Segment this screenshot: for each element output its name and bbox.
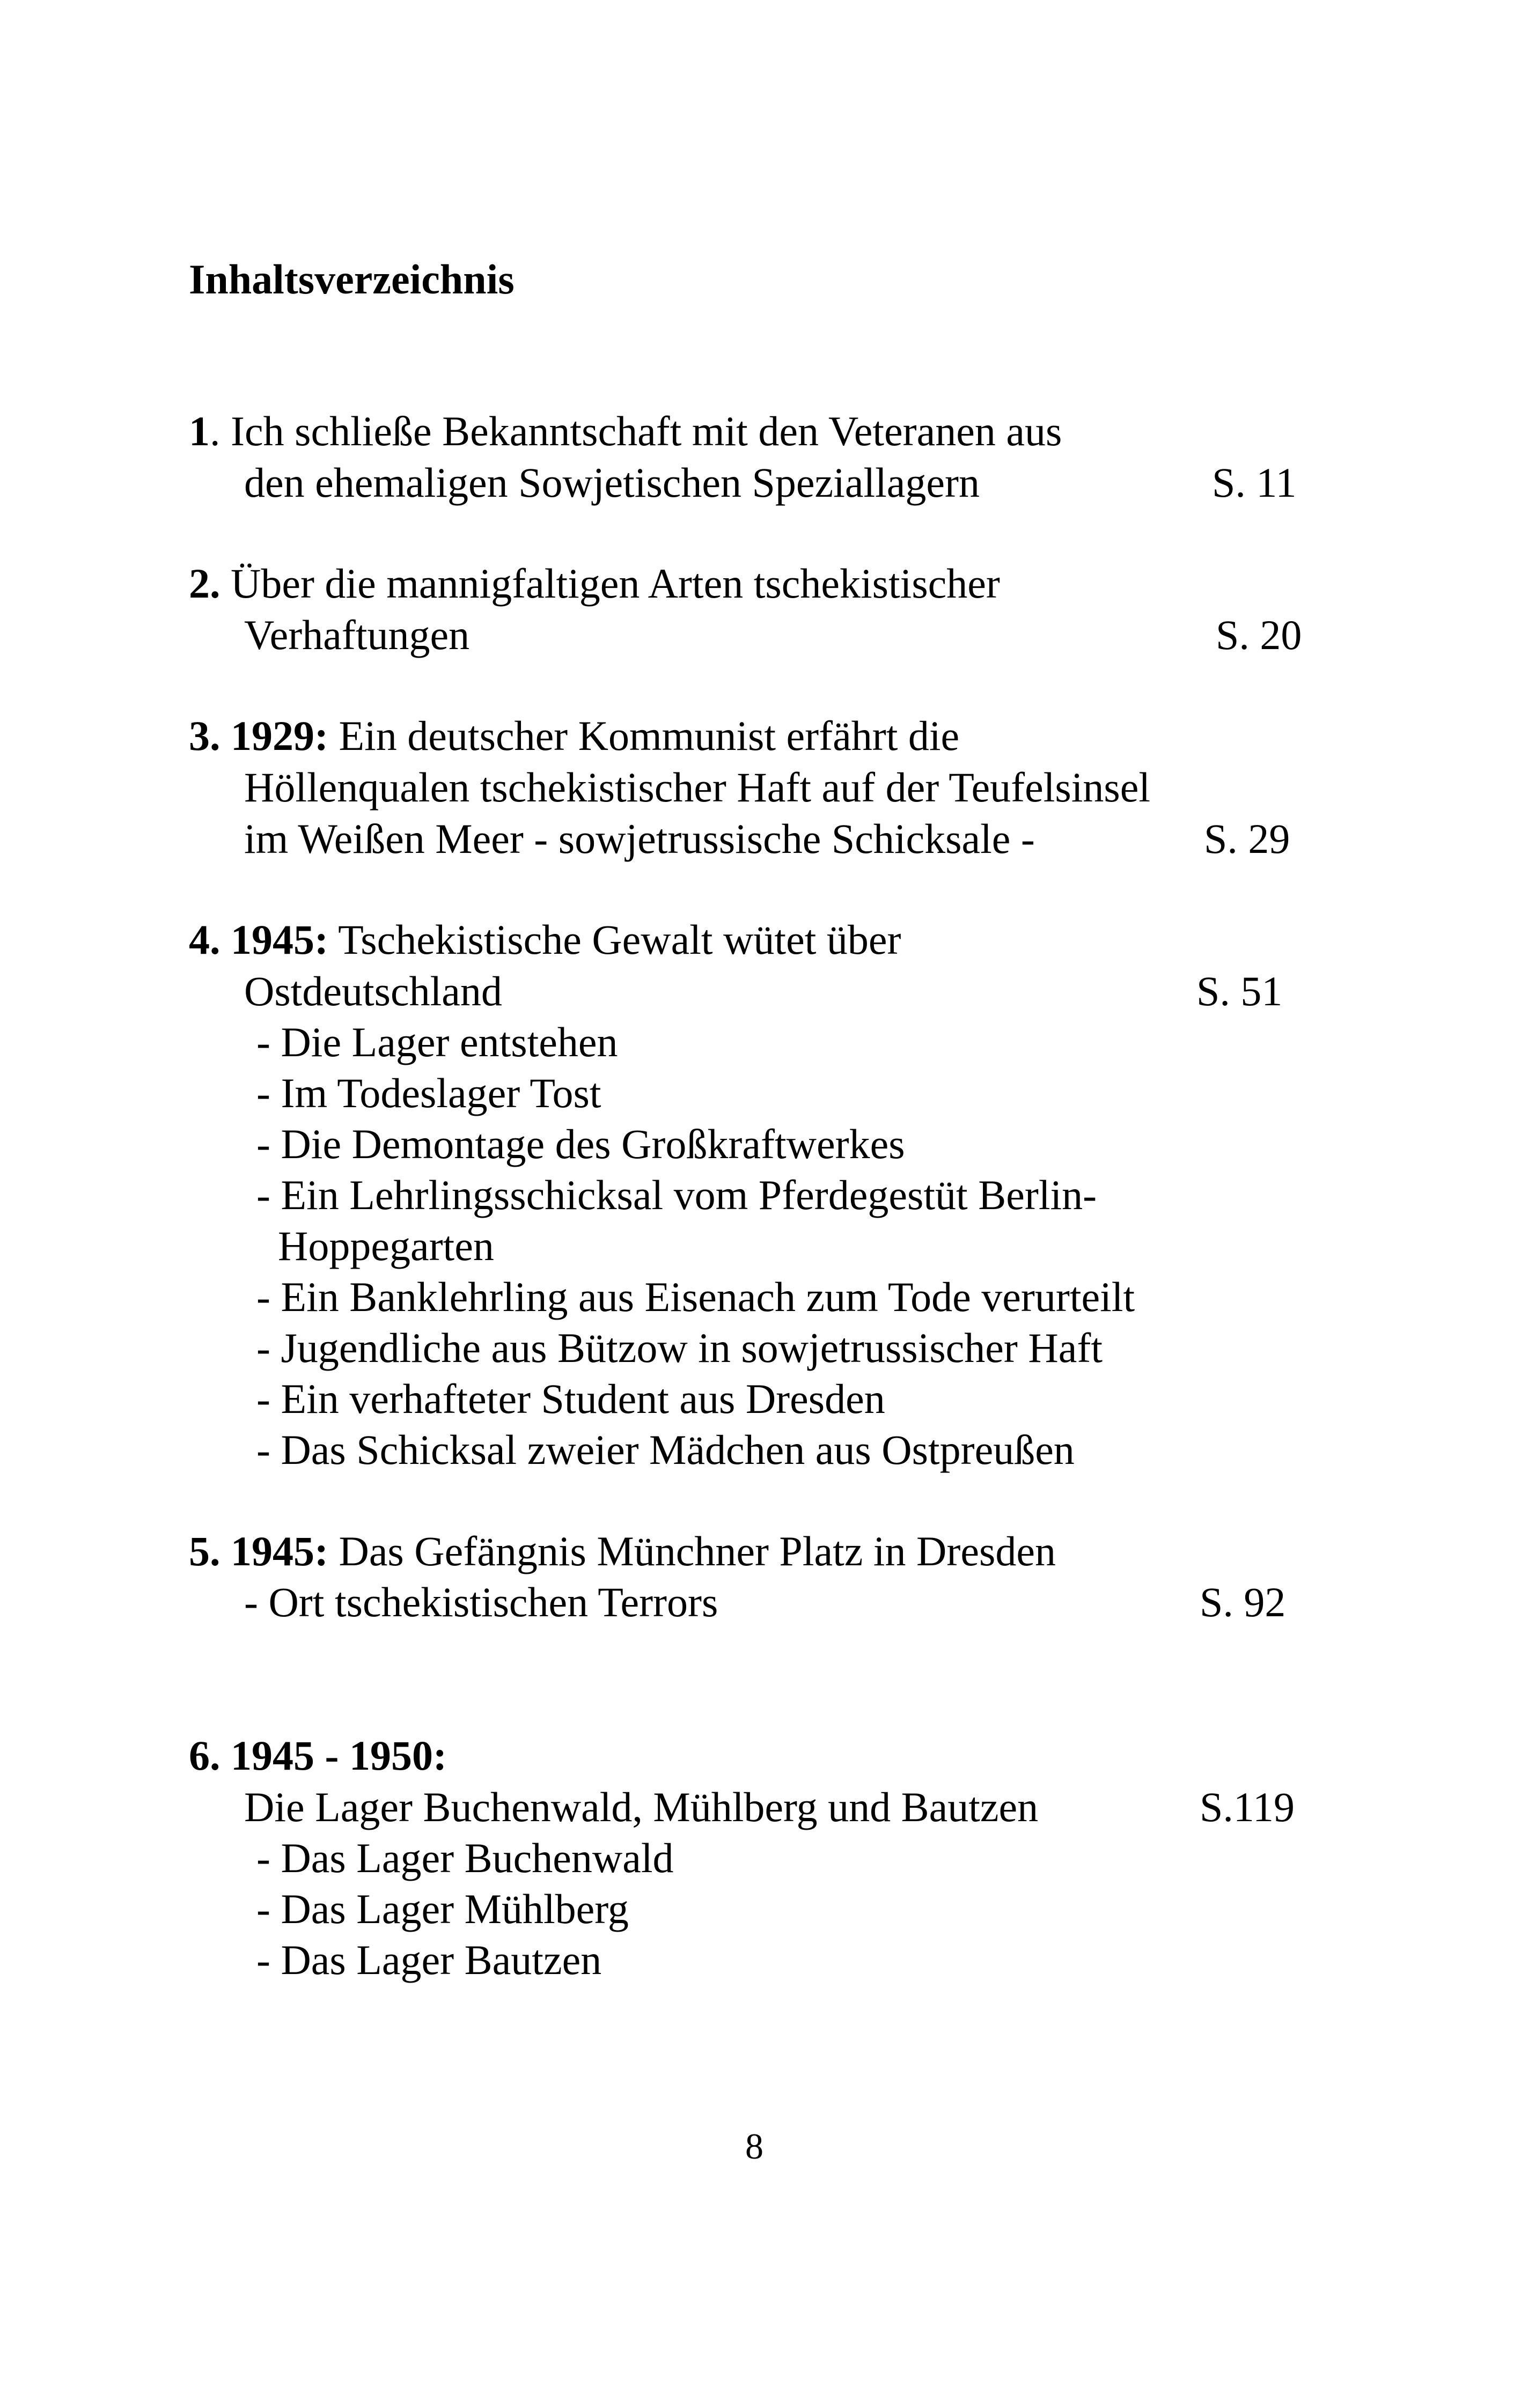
page-number: 8 — [745, 2126, 763, 2167]
toc-entry-5-page: S. 92 — [1200, 1579, 1286, 1625]
toc-entry-6-number: 6. 1945 - 1950: — [189, 1732, 447, 1779]
toc-entry-2-number: 2. — [189, 560, 221, 607]
toc-entry-4-subitem: Hoppegarten — [278, 1223, 494, 1269]
toc-entry-6-title: Die Lager Buchenwald, Mühlberg und Bautzen — [244, 1784, 1039, 1830]
toc-entry-1-line-1 — [189, 410, 1062, 452]
toc-heading: Inhaltsverzeichnis — [189, 256, 515, 303]
toc-entry-4-subitem: - Im Todeslager Tost — [256, 1070, 601, 1116]
toc-entry-2-page: S. 20 — [1216, 612, 1302, 658]
toc-entry-3-title: Ein deutscher Kommunist erfährt die — [328, 712, 960, 759]
toc-entry-1-page: S. 11 — [1212, 459, 1297, 506]
toc-entry-4-line-1 — [189, 916, 901, 963]
toc-entry-6-subitem: - Das Lager Buchenwald — [256, 1835, 674, 1881]
toc-entry-4-subitem: - Ein Banklehrling aus Eisenach zum Tode verurteilt — [256, 1273, 1135, 1320]
toc-entry-6-subitem: - Das Lager Mühlberg — [256, 1886, 629, 1932]
toc-entry-1-number: 1 — [189, 408, 210, 454]
toc-entry-3-line-2: Höllenqualen tschekistischer Haft auf der Teufelsinsel — [244, 764, 1151, 811]
toc-entry-2-line-2: Verhaftungen — [244, 612, 470, 658]
toc-entry-4-line-2: Ostdeutschland — [244, 968, 502, 1014]
toc-entry-3-number: 3. 1929: — [189, 712, 328, 759]
toc-entry-4-subitem: - Die Demontage des Großkraftwerkes — [256, 1121, 905, 1167]
toc-entry-1-line-2: den ehemaligen Sowjetischen Speziallagern — [244, 459, 980, 506]
toc-entry-3-line-1 — [189, 712, 960, 759]
toc-entry-3-page: S. 29 — [1204, 815, 1290, 862]
toc-entry-4-number: 4. 1945: — [189, 916, 328, 963]
toc-entry-6-subitem: - Das Lager Bautzen — [256, 1936, 602, 1983]
toc-entry-4-subitem: - Jugendliche aus Bützow in sowjetrussischer Haft — [256, 1324, 1103, 1371]
toc-entry-4-title: Tschekistische Gewalt wütet über — [328, 916, 901, 963]
toc-entry-2-line-1 — [189, 560, 1000, 607]
toc-entry-1-title: . Ich schließe Bekanntschaft mit den Veteranen aus — [210, 408, 1062, 454]
toc-entry-2-title: Über die mannigfaltigen Arten tschekistischer — [220, 560, 1000, 607]
toc-entry-4-subitem: - Das Schicksal zweier Mädchen aus Ostpreußen — [256, 1426, 1075, 1473]
toc-entry-5-title: Das Gefängnis Münchner Platz in Dresden — [328, 1528, 1056, 1574]
toc-entry-4-subitem: - Die Lager entstehen — [256, 1019, 618, 1065]
toc-entry-3-line-3: im Weißen Meer - sowjetrussische Schicksale - — [244, 815, 1035, 862]
toc-entry-6-page: S.119 — [1200, 1784, 1295, 1830]
toc-entry-4-page: S. 51 — [1196, 968, 1283, 1014]
toc-entry-5-number: 5. 1945: — [189, 1528, 328, 1574]
toc-entry-4-subitem: - Ein Lehrlingsschicksal vom Pferdegestüt Berlin- — [256, 1172, 1097, 1218]
toc-entry-5-line-2: - Ort tschekistischen Terrors — [244, 1579, 718, 1625]
toc-entry-4-subitem: - Ein verhafteter Student aus Dresden — [256, 1375, 885, 1422]
toc-entry-5-line-1 — [189, 1530, 1056, 1572]
